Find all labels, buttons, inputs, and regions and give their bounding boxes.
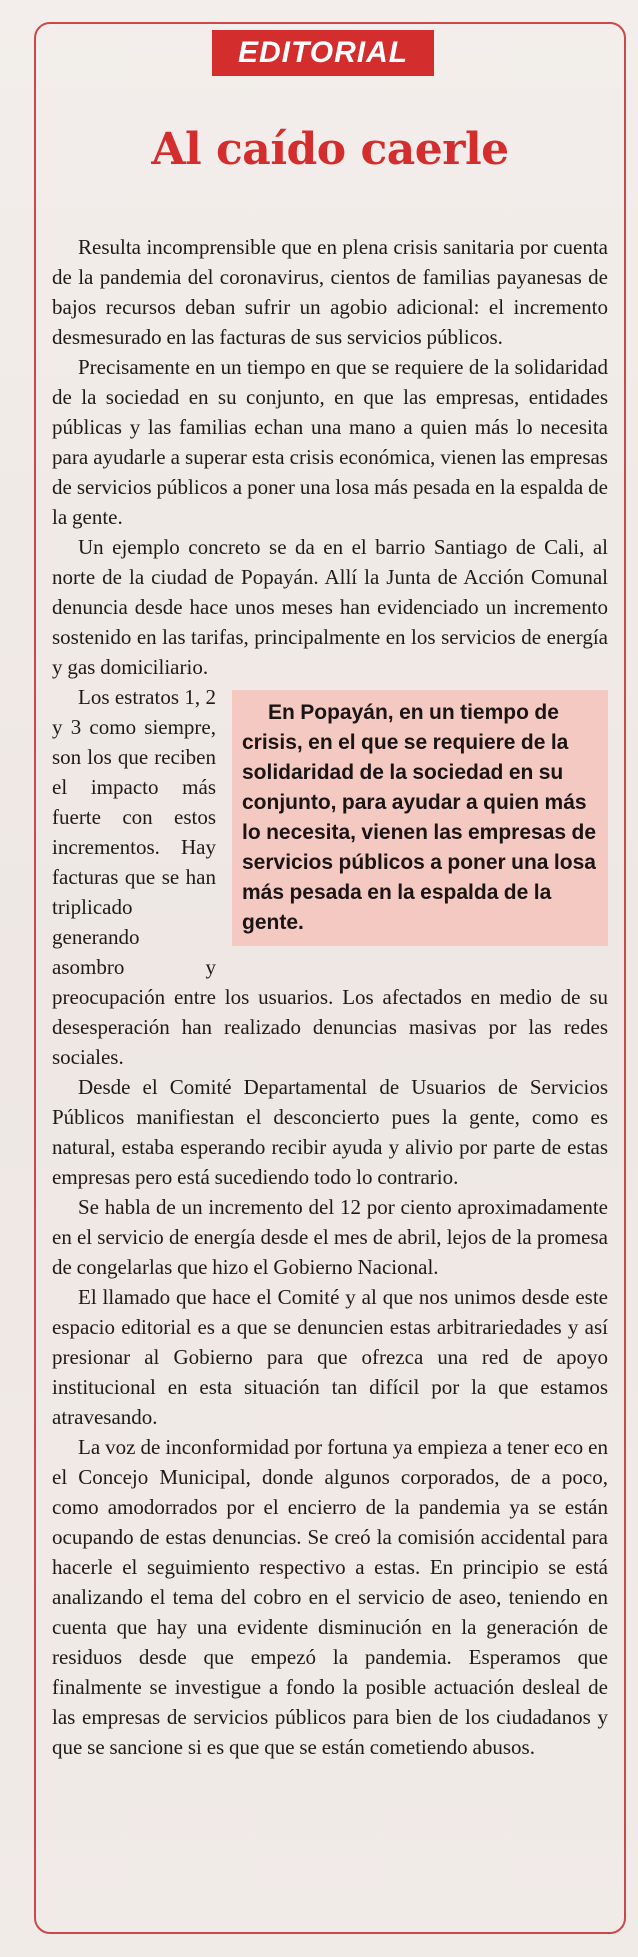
paragraph: Se habla de un incremento del 12 por ciento aproximadamente en el servicio de energía desde el mes de abril, lejos de la promesa de congelarlas que hizo el Gobierno Nacional. xyxy=(52,1195,608,1279)
paragraph: Resulta incomprensible que en plena crisis sanitaria por cuenta de la pandemia del coronavirus, cientos de familias payanesas de bajos recursos deban sufrir un agobio adicional: el incremento desmesurado en las facturas de sus servicios públicos. xyxy=(52,235,608,349)
article-body xyxy=(52,232,608,1762)
paragraph-text: Los estratos 1, 2 y 3 como siempre, son los que reciben el impacto más fuerte con estos incrementos. Hay facturas que se han triplicado generando asombro y preocupación entre los usuarios. Los afectados en medio de su desesperación han realizado denuncias masivas por las redes sociales. xyxy=(52,685,608,1069)
pull-quote: En Popayán, en un tiempo de crisis, en el que se requiere de la solidaridad de la sociedad en su conjunto, para ayudar a quien más lo necesita, vienen las empresas de servicios públicos a poner una losa más pesada en la espalda de la gente. xyxy=(232,690,608,946)
paragraph: La voz de inconformidad por fortuna ya empieza a tener eco en el Concejo Municipal, donde algunos corporados, de a poco, como amodorrados por el encierro de la pandemia ya se están ocupando de estas denuncias. Se creó la comisión accidental para hacerle el seguimiento respectivo a estas. En principio se está analizando el tema del cobro en el servicio de aseo, teniendo en cuenta que hay una evidente disminución en la generación de residuos desde que empezó la pandemia. Esperamos que finalmente se investigue a fondo la posible actuación desleal de las empresas de servicios públicos para bien de los ciudadanos y que se sancione si es que que se están cometiendo abusos. xyxy=(52,1435,608,1759)
paragraph: El llamado que hace el Comité y al que nos unimos desde este espacio editorial es a que se denuncien estas arbitrariedades y así presionar al Gobierno para que ofrezca una red de apoyo institucional en esta situación tan difícil por la que estamos atravesando. xyxy=(52,1285,608,1429)
paragraph: Desde el Comité Departamental de Usuarios de Servicios Públicos manifiestan el desconcierto pues la gente, como es natural, estaba esperando recibir ayuda y alivio por parte de estas empresas pero está sucediendo todo lo contrario. xyxy=(52,1075,608,1189)
paragraph-with-quote xyxy=(52,682,608,1072)
headline: Al caído caerle xyxy=(151,124,509,175)
paragraph: Un ejemplo concreto se da en el barrio Santiago de Cali, al norte de la ciudad de Popayán. Allí la Junta de Acción Comunal denuncia desde hace unos meses han evidenciado un incremento sostenido en las tarifas, principalmente en los servicios de energía y gas domiciliario. xyxy=(52,535,608,679)
paragraph: Precisamente en un tiempo en que se requiere de la solidaridad de la sociedad en su conjunto, en que las empresas, entidades públicas y las familias echan una mano a quien más lo necesita para ayudarle a superar esta crisis económica, vienen las empresas de servicios públicos a poner una losa más pesada en la espalda de la gente. xyxy=(52,355,608,529)
section-label: EDITORIAL xyxy=(212,30,434,76)
